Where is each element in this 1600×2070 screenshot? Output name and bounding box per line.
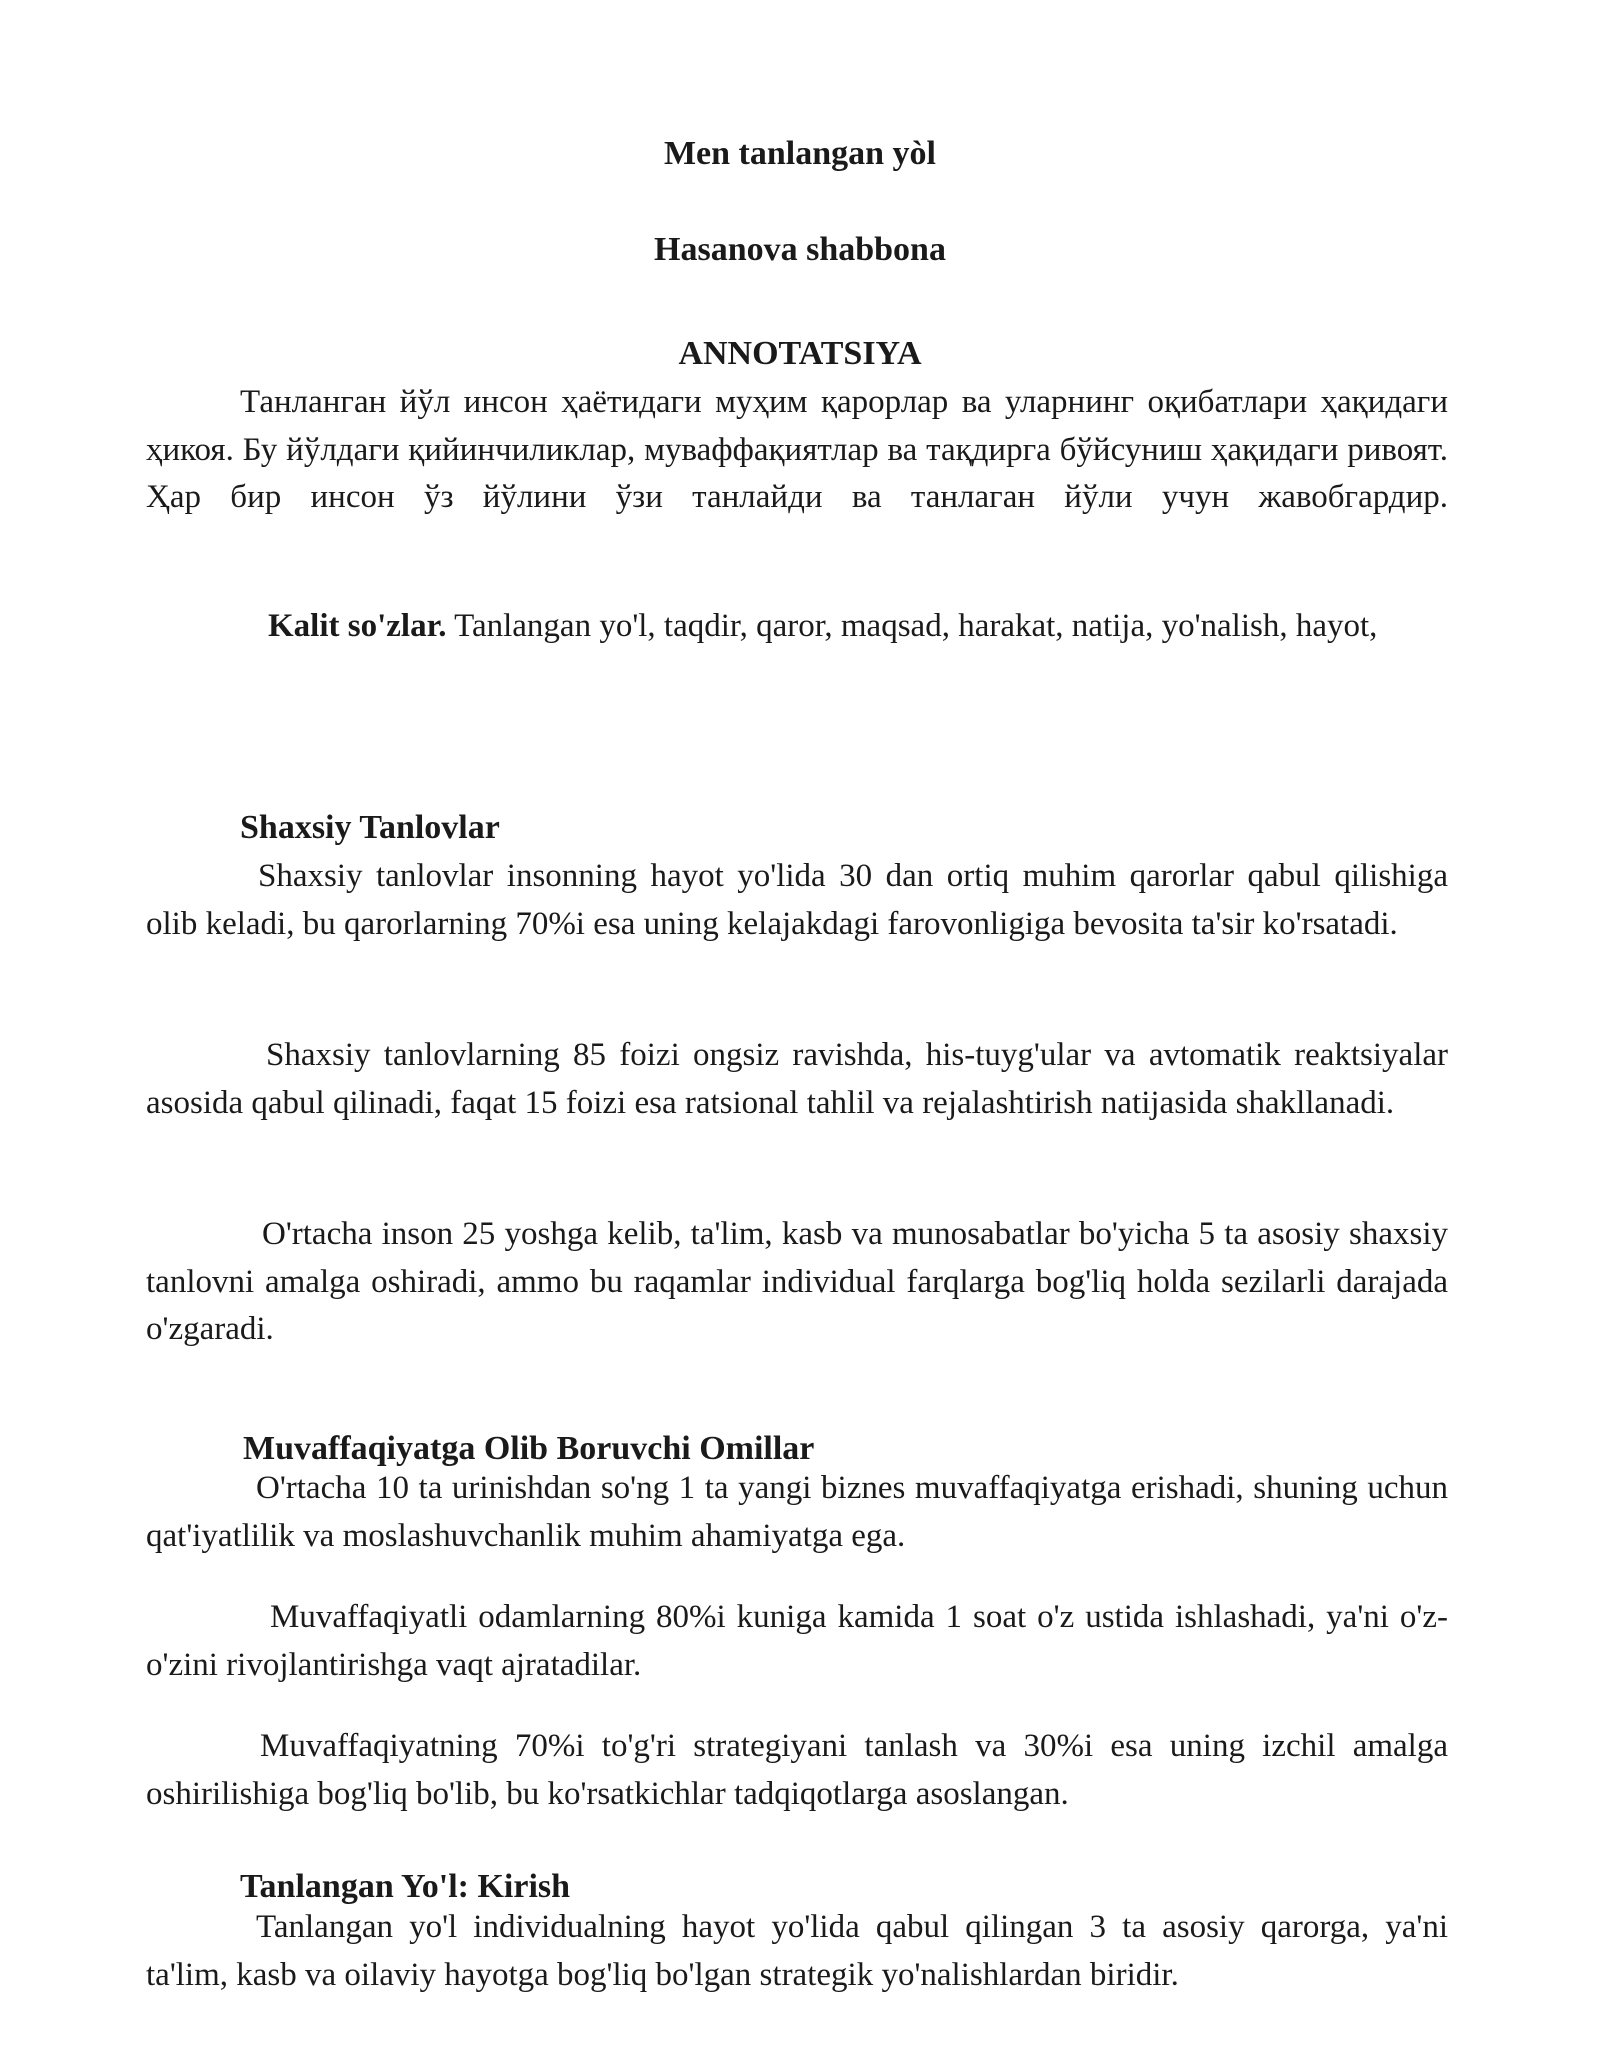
section-heading-tanlangan-yol-kirish: Tanlangan Yo'l: Kirish [240, 1868, 571, 1905]
keywords-label: Kalit so'zlar. [268, 608, 447, 644]
section-heading-shaxsiy-tanlovlar: Shaxsiy Tanlovlar [240, 809, 500, 846]
paragraph: O'rtacha inson 25 yoshga kelib, ta'lim, kasb va munosabatlar bo'yicha 5 ta asosiy shaxsiy tanlovni amalga oshiradi, ammo bu raqamlar individual farqlarga bog'liq holda sezilarli darajada o'zgaradi. [146, 1216, 1448, 1347]
document-title: Men tanlangan yòl [663, 135, 937, 172]
author-name: Hasanova shabbona [654, 231, 946, 268]
keywords-paragraph [146, 603, 1448, 651]
paragraph: Tanlangan yo'l individualning hayot yo'lida qabul qilingan 3 ta asosiy qarorga, ya'ni ta'lim, kasb va oilaviy hayotga bog'liq bo'lgan strategik yo'nalishlardan biridir. [146, 1909, 1448, 1993]
paragraph: Muvaffaqiyatli odamlarning 80%i kuniga kamida 1 soat o'z ustida ishlashadi, ya'ni o'z-o'zini rivojlantirishga vaqt ajratadilar. [146, 1599, 1448, 1683]
paragraph: O'rtacha 10 ta urinishdan so'ng 1 ta yangi biznes muvaffaqiyatga erishadi, shuning uchun qat'iyatlilik va moslashuvchanlik muhim ahamiyatga ega. [146, 1470, 1448, 1554]
annotation-text: Танланган йўл инсон ҳаётидаги муҳим қарорлар ва уларнинг оқибатлари ҳақидаги ҳикоя. Бу йўлдаги қийинчиликлар, муваффақиятлар ва тақдирга бўйсуниш ҳақидаги ривоят. Ҳар бир инсон ўз йўлини ўзи танлайди ва танлаган йўли учун жавобгардир. [146, 384, 1448, 515]
paragraph: Muvaffaqiyatning 70%i to'g'ri strategiyani tanlash va 30%i esa uning izchil amalga oshirilishiga bog'liq bo'lib, bu ko'rsatkichlar tadqiqotlarga asoslangan. [146, 1728, 1448, 1812]
annotation-heading: ANNOTATSIYA [678, 335, 922, 372]
paragraph: Shaxsiy tanlovlar insonning hayot yo'lida 30 dan ortiq muhim qarorlar qabul qilishiga olib keladi, bu qarorlarning 70%i esa uning kelajakdagi farovonligiga bevosita ta'sir ko'rsatadi. [146, 858, 1448, 942]
section-heading-muvaffaqiyat-omillari: Muvaffaqiyatga Olib Boruvchi Omillar [243, 1430, 815, 1467]
paragraph: Shaxsiy tanlovlarning 85 foizi ongsiz ravishda, his-tuyg'ular va avtomatik reaktsiyalar asosida qabul qilinadi, faqat 15 foizi esa ratsional tahlil va rejalashtirish natijasida shakllanadi. [146, 1037, 1448, 1121]
keywords-text: Tanlangan yo'l, taqdir, qaror, maqsad, harakat, natija, yo'nalish, hayot, [446, 608, 1378, 644]
